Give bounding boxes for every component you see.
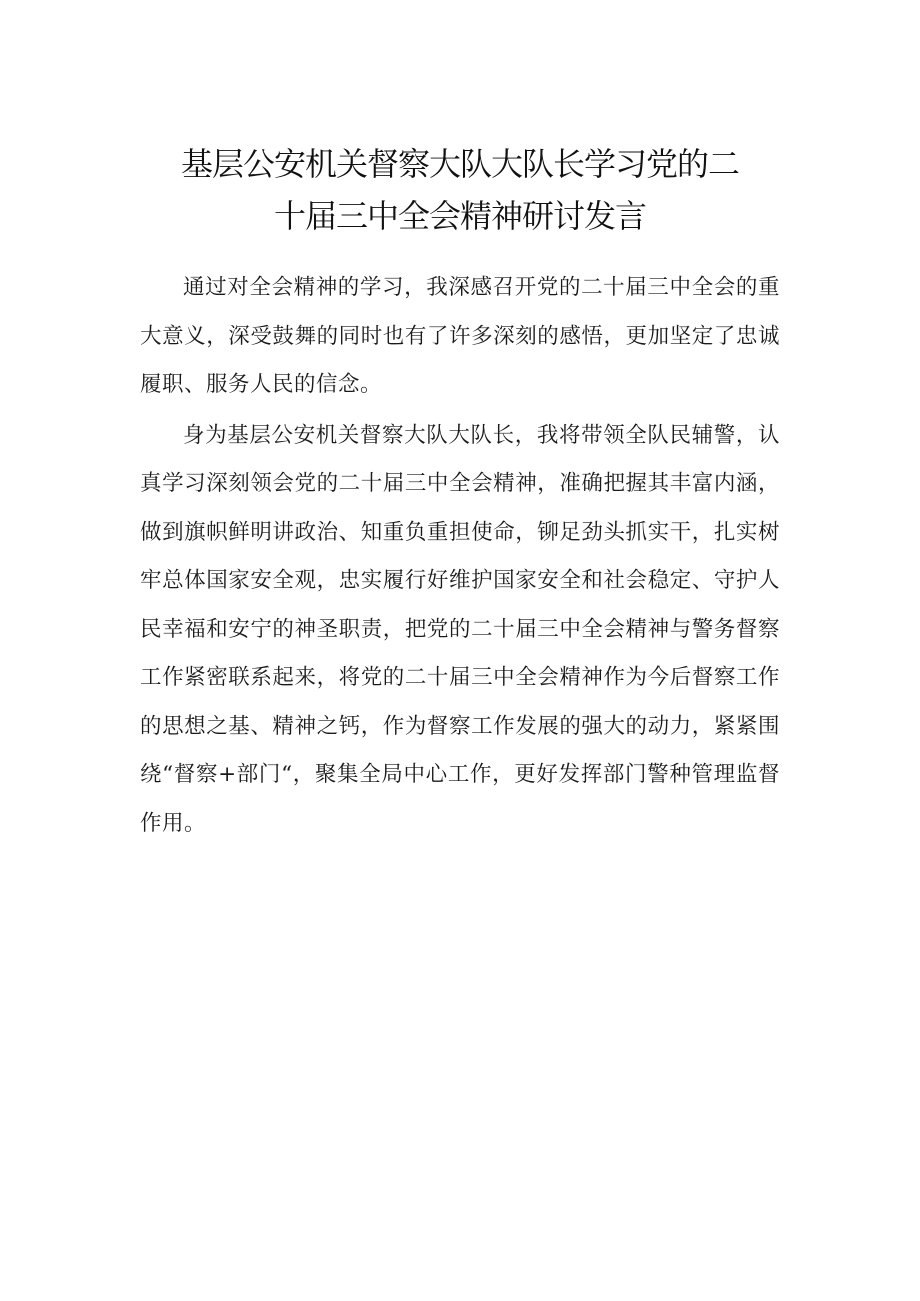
document-title <box>120 138 800 242</box>
paragraph-1: 通过对全会精神的学习，我深感召开党的二十届三中全会的重大意义，深受鼓舞的同时也有了许多深刻的感悟，更加坚定了忠诚履职、服务人民的信念。 <box>140 275 780 397</box>
paragraph-2: 身为基层公安机关督察大队大队长，我将带领全队民辅警，认真学习深刻领会党的二十届三中全会精神，准确把握其丰富内涵，做到旗帜鲜明讲政治、知重负重担使命，铆足劲头抓实干，扎实树牢总体国家安全观，忠实履行好维护国家安全和社会稳定、守护人民幸福和安宁的神圣职责，把党的二十届三中全会精神与警务督察工作紧密联系起来，将党的二十届三中全会精神作为今后督察工作的思想之基、精神之钙，作为督察工作发展的强大的动力，紧紧围绕“督察+部门“，聚集全局中心工作，更好发挥部门警种管理监督作用。 <box>140 422 780 836</box>
document-body <box>140 264 780 850</box>
title-line-2: 十届三中全会精神研讨发言 <box>273 197 646 235</box>
title-line-1: 基层公安机关督察大队大队长学习党的二 <box>180 145 739 183</box>
